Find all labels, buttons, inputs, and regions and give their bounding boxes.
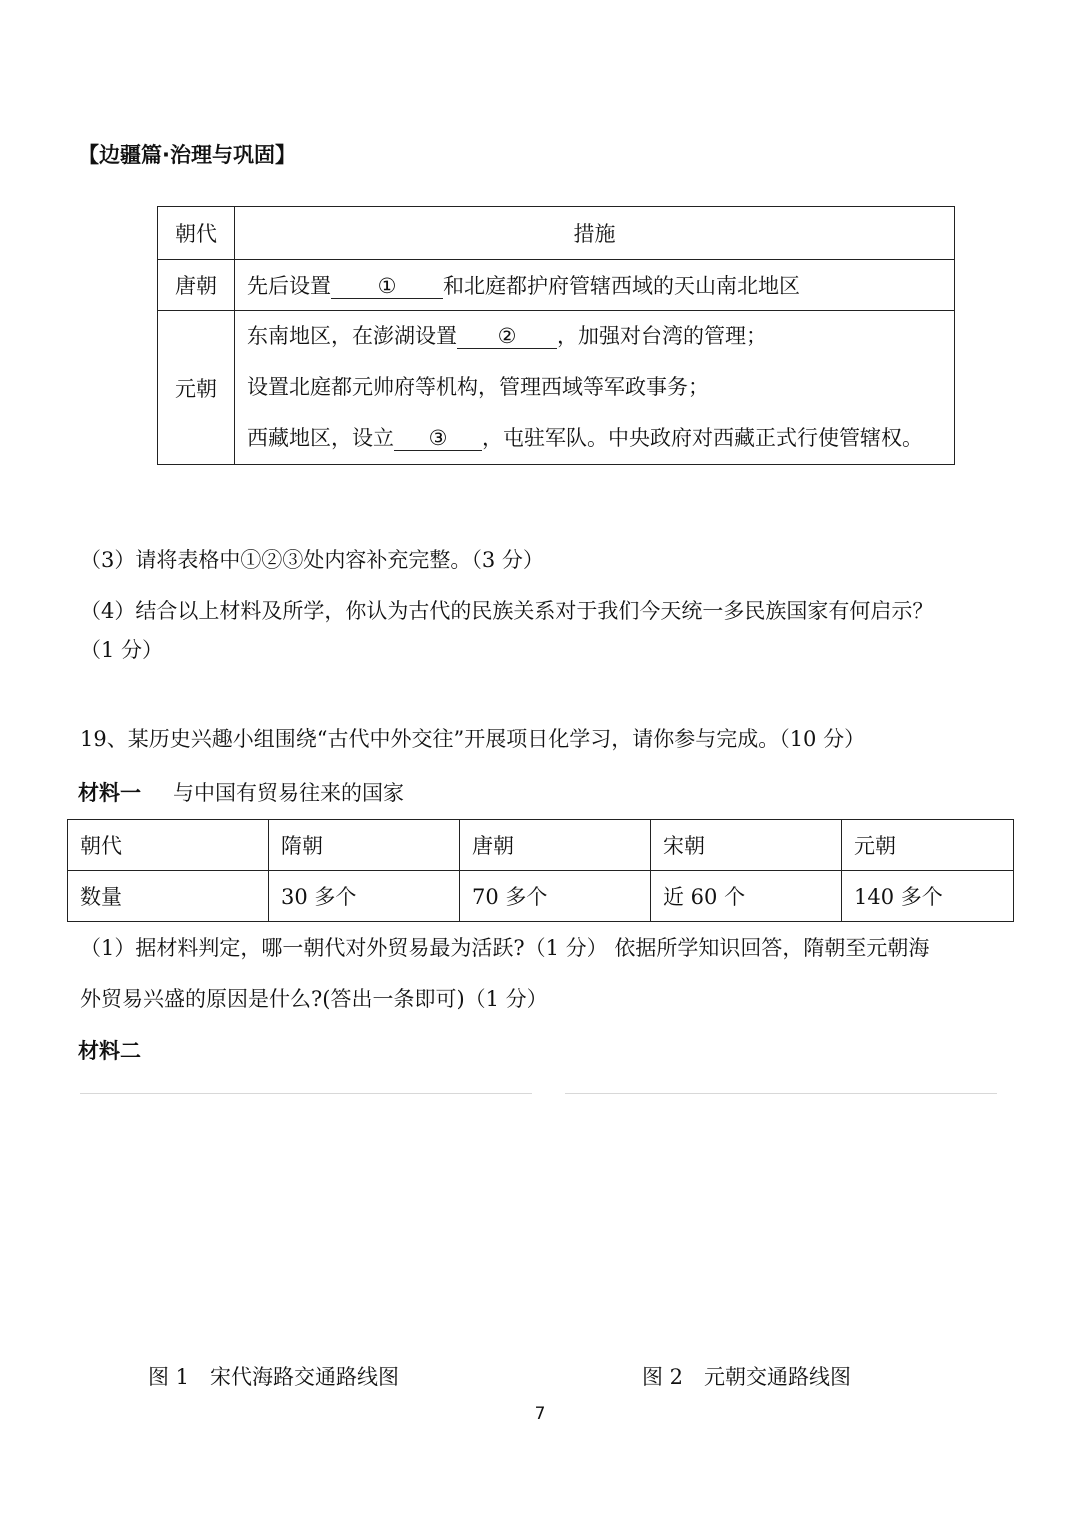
trade-table <box>67 819 1014 922</box>
table-row-yuan <box>158 311 955 465</box>
material-2-label: 材料二 <box>78 1039 141 1063</box>
measure-tang-suffix: 和北庭都护府管辖西域的天山南北地区 <box>443 274 800 298</box>
blank-3: ③ <box>394 426 482 451</box>
measure-tang-prefix: 先后设置 <box>247 274 331 298</box>
section-title: 【边疆篇·治理与巩固】 <box>78 143 296 167</box>
trade-cell: 朝代 <box>68 820 269 871</box>
blank-2: ② <box>457 324 557 349</box>
question-3: （3）请将表格中①②③处内容补充完整。（3 分） <box>80 548 544 572</box>
trade-cell: 元朝 <box>842 820 1014 871</box>
question-19: 19、某历史兴趣小组围绕“古代中外交往”开展项日化学习，请你参与完成。（10 分） <box>80 727 866 751</box>
trade-cell: 唐朝 <box>460 820 651 871</box>
measure-yuan-line1: 东南地区，在澎湖设置 ② ，加强对台湾的管理； <box>247 324 767 348</box>
trade-cell: 宋朝 <box>651 820 842 871</box>
figure-1-edge <box>80 1093 532 1094</box>
frontier-table <box>157 206 955 465</box>
sub-question-1-line1: （1）据材料判定，哪一朝代对外贸易最为活跃?（1 分） 依据所学知识回答，隋朝至元朝海 <box>80 936 930 960</box>
page-number: 7 <box>534 1404 546 1424</box>
trade-cell: 140 多个 <box>842 871 1014 922</box>
material-1 <box>78 778 404 808</box>
header-dynasty: 朝代 <box>158 207 235 260</box>
trade-cell: 隋朝 <box>269 820 460 871</box>
trade-cell: 70 多个 <box>460 871 651 922</box>
sub-question-1-line2: 外贸易兴盛的原因是什么?(答出一条即可)（1 分） <box>80 987 548 1011</box>
trade-cell: 数量 <box>68 871 269 922</box>
material-1-label: 材料一 <box>78 781 141 805</box>
figure-2-edge <box>565 1093 997 1094</box>
trade-cell: 30 多个 <box>269 871 460 922</box>
question-4-line2: （1 分） <box>80 638 164 662</box>
trade-cell: 近 60 个 <box>651 871 842 922</box>
table-row-tang <box>158 260 955 311</box>
figure-2-caption: 图 2 元朝交通路线图 <box>642 1365 852 1389</box>
dynasty-yuan: 元朝 <box>158 311 235 465</box>
figure-1-caption: 图 1 宋代海路交通路线图 <box>148 1365 400 1389</box>
measure-yuan-line2: 设置北庭都元帅府等机构，管理西域等军政事务； <box>247 375 709 399</box>
measure-yuan-line3: 西藏地区，设立 ③ ，屯驻军队。中央政府对西藏正式行使管辖权。 <box>247 426 923 450</box>
material-1-text: 与中国有贸易往来的国家 <box>173 781 404 805</box>
header-measures: 措施 <box>235 207 955 260</box>
dynasty-tang: 唐朝 <box>158 260 235 311</box>
trade-row-dynasty <box>68 820 1014 871</box>
table-header-row <box>158 207 955 260</box>
trade-row-count <box>68 871 1014 922</box>
measure-tang <box>235 260 955 311</box>
measure-yuan <box>235 311 955 465</box>
question-4-line1: （4）结合以上材料及所学，你认为古代的民族关系对于我们今天统一多民族国家有何启示？ <box>80 599 934 623</box>
blank-1: ① <box>331 274 443 299</box>
